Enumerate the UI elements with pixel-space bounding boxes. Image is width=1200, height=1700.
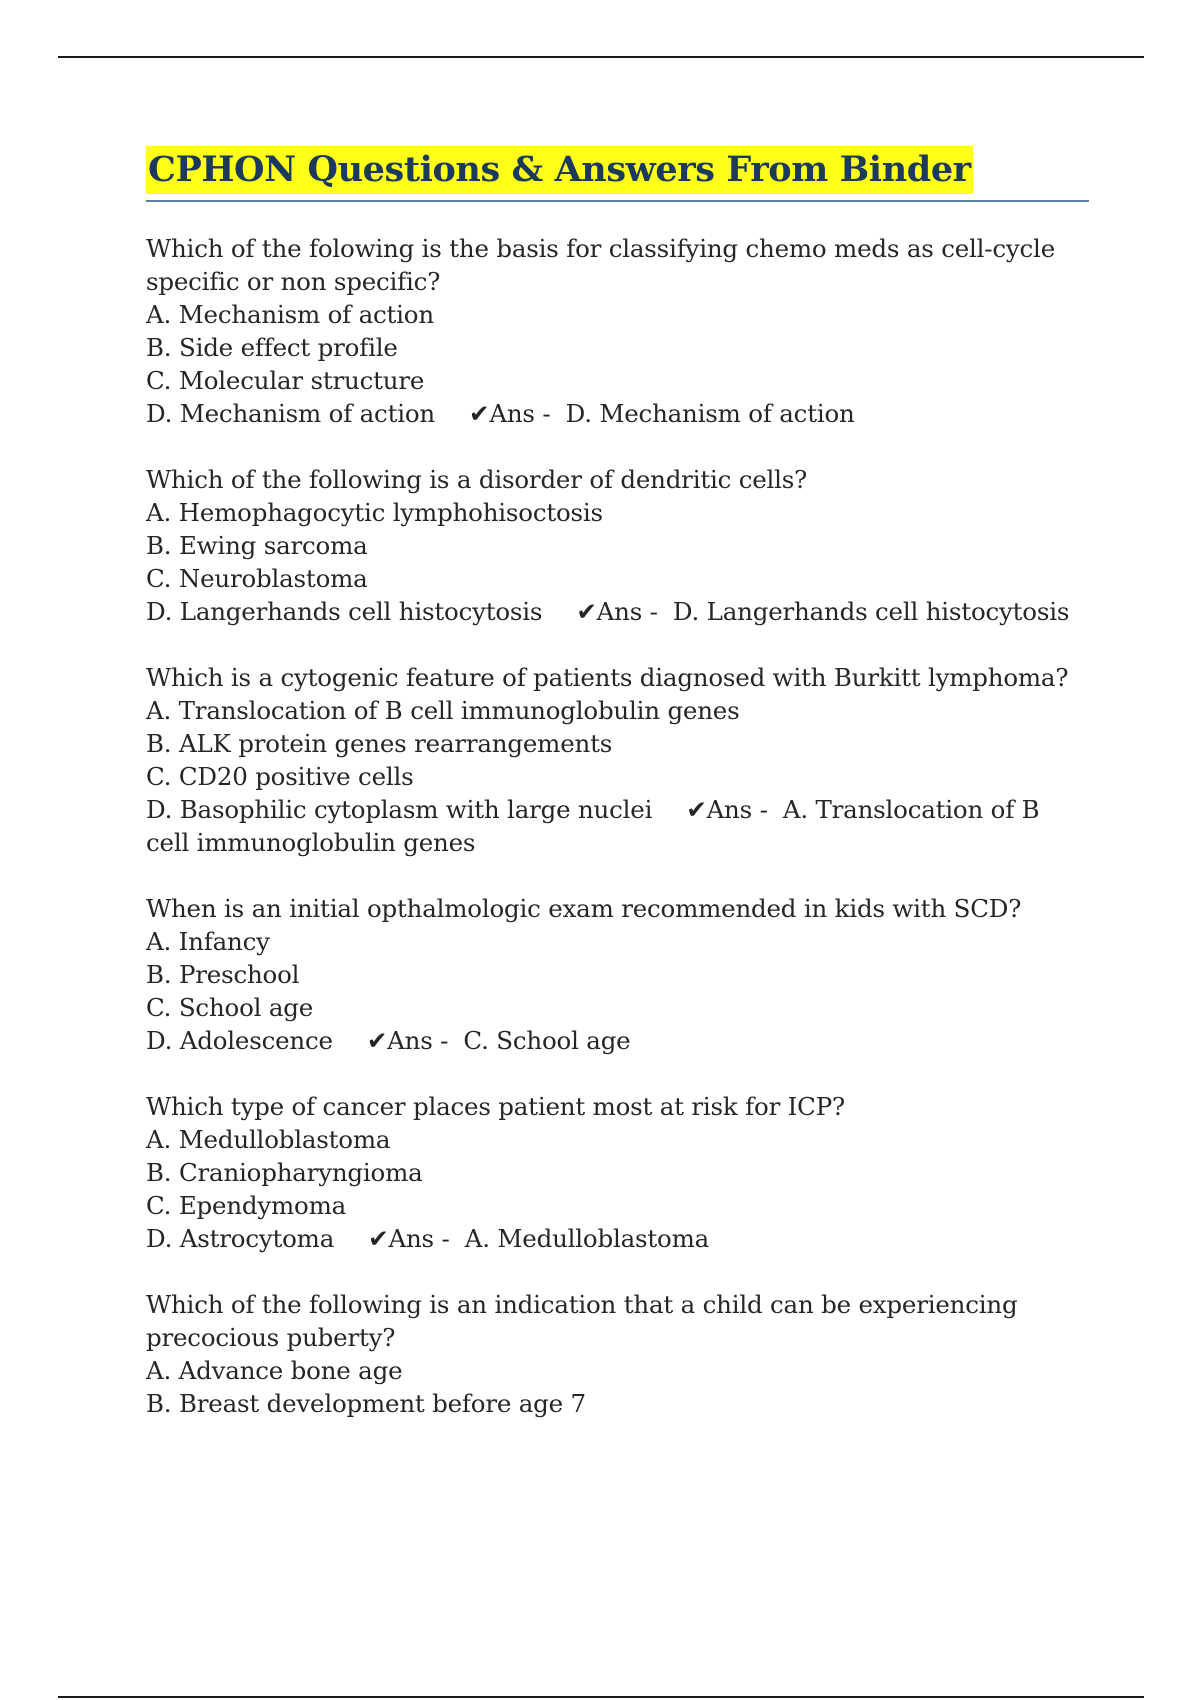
answer-option: D. Adolescence bbox=[146, 1026, 333, 1055]
title-block bbox=[146, 146, 973, 194]
question-list bbox=[146, 232, 1086, 1453]
correct-answer: - D. Langerhands cell histocytosis bbox=[642, 597, 1070, 626]
answer-option: C. CD20 positive cells bbox=[146, 762, 414, 791]
answer-option: D. Langerhands cell histocytosis bbox=[146, 597, 543, 626]
correct-answer: - D. Mechanism of action bbox=[534, 399, 855, 428]
question-block bbox=[146, 1288, 1086, 1420]
answer-option: D. Astrocytoma bbox=[146, 1224, 335, 1253]
bottom-rule bbox=[58, 1696, 1144, 1698]
question-block bbox=[146, 1090, 1086, 1255]
correct-answer: - A. Medulloblastoma bbox=[433, 1224, 710, 1253]
question-text: Which type of cancer places patient most at risk for ICP? bbox=[146, 1092, 845, 1121]
answer-check-label: ✔Ans bbox=[366, 1026, 433, 1055]
answer-option: D. Basophilic cytoplasm with large nuclei bbox=[146, 795, 653, 824]
answer-option-with-key bbox=[146, 1222, 1086, 1255]
answer-option: A. Translocation of B cell immunoglobulin genes bbox=[146, 696, 740, 725]
question-text: Which of the following is a disorder of dendritic cells? bbox=[146, 465, 808, 494]
answer-option: A. Infancy bbox=[146, 927, 270, 956]
answer-option: A. Advance bone age bbox=[146, 1356, 403, 1385]
answer-option: D. Mechanism of action bbox=[146, 399, 435, 428]
question-block bbox=[146, 892, 1086, 1057]
answer-check-label: ✔Ans bbox=[686, 795, 753, 824]
question-block bbox=[146, 463, 1086, 628]
title-underline bbox=[146, 200, 1089, 202]
answer-option: C. Molecular structure bbox=[146, 366, 425, 395]
answer-option: A. Medulloblastoma bbox=[146, 1125, 391, 1154]
question-text: Which is a cytogenic feature of patients diagnosed with Burkitt lymphoma? bbox=[146, 663, 1069, 692]
answer-check-label: ✔Ans bbox=[576, 597, 643, 626]
answer-option: B. Preschool bbox=[146, 960, 300, 989]
answer-option: A. Hemophagocytic lymphohisoctosis bbox=[146, 498, 603, 527]
answer-option: B. Ewing sarcoma bbox=[146, 531, 368, 560]
top-rule bbox=[58, 56, 1144, 58]
answer-option: B. Craniopharyngioma bbox=[146, 1158, 423, 1187]
answer-option-with-key bbox=[146, 397, 1086, 430]
answer-option-with-key bbox=[146, 1024, 1086, 1057]
answer-option: C. Ependymoma bbox=[146, 1191, 347, 1220]
answer-option-with-key bbox=[146, 793, 1086, 859]
answer-option: A. Mechanism of action bbox=[146, 300, 434, 329]
answer-check-label: ✔Ans bbox=[469, 399, 535, 428]
answer-option: C. School age bbox=[146, 993, 314, 1022]
question-block bbox=[146, 232, 1086, 430]
question-block bbox=[146, 661, 1086, 859]
answer-check-label: ✔Ans bbox=[368, 1224, 434, 1253]
correct-answer: - A. Translocation of B cell immunoglobulin genes bbox=[146, 795, 1048, 857]
answer-option-with-key bbox=[146, 595, 1086, 628]
question-text: Which of the folowing is the basis for classifying chemo meds as cell-cycle specific or non specific? bbox=[146, 234, 1063, 296]
answer-option: B. Breast development before age 7 bbox=[146, 1389, 586, 1418]
correct-answer: - C. School age bbox=[432, 1026, 631, 1055]
question-text: When is an initial opthalmologic exam recommended in kids with SCD? bbox=[146, 894, 1022, 923]
page-title: CPHON Questions & Answers From Binder bbox=[146, 146, 973, 194]
answer-option: C. Neuroblastoma bbox=[146, 564, 368, 593]
answer-option: B. ALK protein genes rearrangements bbox=[146, 729, 613, 758]
question-text: Which of the following is an indication that a child can be experiencing precocious puberty? bbox=[146, 1290, 1026, 1352]
answer-option: B. Side effect profile bbox=[146, 333, 398, 362]
